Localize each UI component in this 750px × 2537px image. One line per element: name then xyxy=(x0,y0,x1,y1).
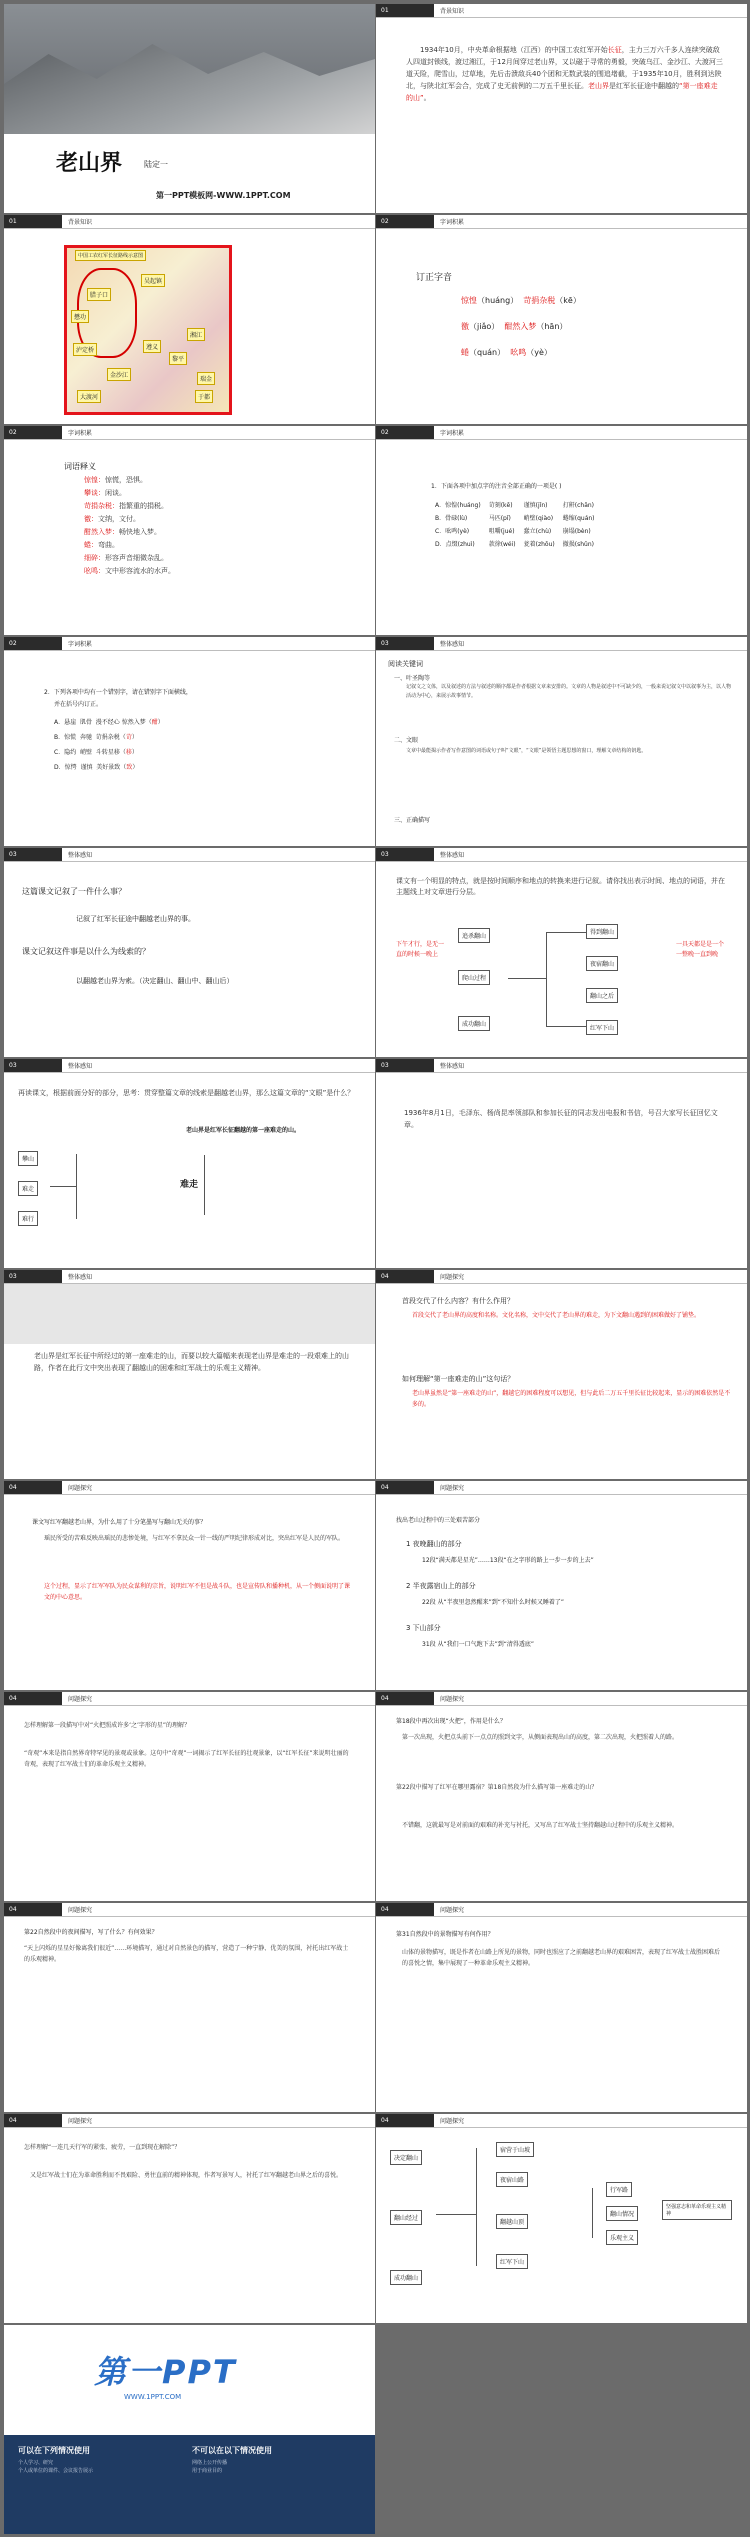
slide-inquiry-4: 04 问题探究 怎样理解第一段描写中对“火把照成许多‘之’字形的星”的理解？ “奇观”本来是指自然界奇特罕见的景观或景象。这句中“奇观”一词揭示了红军长征的壮观景象，以“红军长征”来说明壮丽的奇观，表现了红军战士们的革命乐观主义精神。 xyxy=(4,1692,375,1901)
slide-quiz-1: 02 字词积累 1．下面各项中加点字的注音全部正确的一项是( ) A．惊惶(huáng) 苛刻(kē) 谨慎(jǐn) 打鼾(chān) B．骨碌(lù) 马匹(pǐ) 峭壁(qiào) 蜷缩(quán) C．吆鸣(yè) 咀嚼(jué) 蠢立(chù) 崩塌(bèn) D．点缀(zhuì) 款徐(wéi) 瓮着(zhōu) 撤损(shǔn) xyxy=(376,426,747,635)
slide-writing-bg: 03 整体感知 1936年8月1日，毛泽东、杨尚昆率领部队和参加长征的同志发出电报和书信，号召大家写长征回忆文章。 xyxy=(376,1059,747,1268)
section-tab: 01 xyxy=(376,4,434,17)
slide-footer: 第一PPT WWW.1PPT.COM 可以在下列情况使用 不可以在以下情况使用 个人学习、研究 个人或单位的课件、会议报告展示 网络上公开传播 用于商业目的 xyxy=(4,2325,375,2534)
slide-summary-diagram: 04 问题探究 决定翻山 翻山经过 成功翻山 宿营于山坡 夜宿山路 翻越山顶 红军下山 行军路 翻山情况 乐观主义 坚强意志和革命乐观主义精神 xyxy=(376,2114,747,2323)
slide-title: 订正字音 xyxy=(416,273,453,283)
cover-link[interactable]: 第一PPT模板网-WWW.1PPT.COM xyxy=(156,191,291,200)
slide-pronunciation: 02 字词积累 订正字音 惊惶（huáng） 苛捐杂税（kē） 徼（jiǎo） 酣然入梦（hān） 蜷（quán） 吆鸣（yè） xyxy=(376,215,747,424)
slide-overview-2: 03 整体感知 课文有一个明显的特点，就是按时间顺序和地点的转换来进行记叙。请你找出表示时间、地点的词语，并在主题线上对文章进行分层。 下午才行，是无一直的时候一晚上 一具天都是是一个一整晚一直到晚 追杀翻山 爬山过程 成功翻山 得到翻山 夜宿翻山 翻山之后 红军下山 xyxy=(376,848,747,1057)
long-march-map: 中国工农红军长征路线示意图 吴起镇 腊子口 懋功 泸定桥 金沙江 遵义 黎平 湘江 瑞金 于都 大渡河 xyxy=(64,245,232,415)
slide-overview-3: 03 整体感知 再读课文，根据前面分好的部分，思考：贯穿整篇文章的线索是翻越老山界，那么这篇文章的“文眼”是什么？ 老山界是红军长征翻越的第一座难走的山。 攀山 难走 难行 难走 xyxy=(4,1059,375,1268)
slide-inquiry-5: 04 问题探究 第18段中再次出现“火把”，作用是什么？ 第一次出现，火把点头前下一点点的照到文字，从侧面表现出山的高度，第二次出现，火把照着人的路。 第22段中描写了红军在哪里露宿？第18自然段为什么描写第一座难走的山？ 不错翻，这就最写是对前面的艰难的补充与衬托，又写出了红军战士坚持翻越山过程中的乐观主义精神。 xyxy=(376,1692,747,1901)
slide-heading: 背景知识 xyxy=(440,8,465,15)
slide-cover xyxy=(4,4,375,213)
slide-inquiry-7: 04 问题探究 第31自然段中的景物描写有何作用？ 山体的景物描写，既是作者在山路上所见的景物，同时也照应了之前翻越老山界的艰难困苦，表现了红军战士战胜困难后的喜悦之情，集中展现了一种革命乐观主义精神。 xyxy=(376,1903,747,2112)
background-text: 1934年10月，中央革命根据地（江西）的中国工农红军开始长征，主力三万六千多人连续突破敌人四道封锁线，渡过湘江，于12月间穿过老山界，又以磁于寻常的勇毅，突破乌江、金沙江、大渡河三道天险，爬雪山，过草地，先后击溃敌兵40个团和无数武装的围追堵截，于1935年10月，胜利到达陕北，与陕北红军会合，完成了史无前例的二万五千里长征。老山界是红军长征途中翻越的“第一座难走的山”。 xyxy=(406,46,723,102)
slide-vocab: 02 字词积累 词语释义 惊惶：惊慌，恐惧。 攀谈：闲谈。 苛捐杂税：指繁重的捐税。 徼：文纳，文付。 酣然入梦：畅快地入梦。 蜷：弯曲。 细碎：形容声音细微杂乱。 吆鸣：文中形容流水的水声。 xyxy=(4,426,375,635)
cover-author: 陆定一 xyxy=(144,160,168,169)
cover-title: 老山界 xyxy=(56,150,123,176)
slide-inquiry-3: 04 问题探究 找出老山过程中的三处艰苦部分 1 夜晚翻山的部分 12段“满天都是星光”……13段“在之字形的路上一步一步的上去” 2 半夜露宿山上的部分 22段 从“半夜里忽然醒来”到“不知什么时候又睡着了” 3 下山部分 31段 从“我们一口气跑下去”到“清得透底” xyxy=(376,1481,747,1690)
slide-inquiry-1: 04 问题探究 首段交代了什么内容？有什么作用？ 首段交代了老山界的高度和名称。文化名称，文中交代了老山界的难走，为下文翻山遇到的困难做好了铺垫。 如何理解“第一座难走的山”这句话？ 老山界虽然是“第一座难走的山”，翻越它的困难程度可以想见，但与此后二万五千里长征比较起来，显示的困难依然是不多的。 xyxy=(376,1270,747,1479)
slide-theme: 03 整体感知 老山界是红军长征中所经过的第一座难走的山，而要以较大篇幅来表现老山界是难走的一段艰难上的山路，作者在此行文中突出表现了翻越山的困难和红军战士的乐观主义精神。 xyxy=(4,1270,375,1479)
slide-quiz-2: 02 字词积累 2．下列各项中均有一个错别字，请在错别字下面横线， 并在括号内订正。 A．悬崖 肌骨 漫不经心 惊然入梦（酣） B．惊慌 奔驰 苛捐杂税（苛） C．隐约 峭壁 斗转星移（移） D．惊愕 谨慎 美好景致（致） xyxy=(4,637,375,846)
vocab-list: 惊惶：惊慌，恐惧。 攀谈：闲谈。 苛捐杂税：指繁重的捐税。 徼：文纳，文付。 酣然入梦：畅快地入梦。 蜷：弯曲。 细碎：形容声音细微杂乱。 吆鸣：文中形容流水的水声。 xyxy=(84,476,175,575)
quiz-table: A．惊惶(huáng) 苛刻(kē) 谨慎(jǐn) 打鼾(chān) B．骨碌(lù) 马匹(pǐ) 峭壁(qiào) 蜷缩(quán) C．吆鸣(yè) 咀嚼(jué) 蠢立(chù) 崩塌(bèn) D．点缀(zhuì) 款徐(wéi) 瓮着(zhōu) 撤损(shǔn) xyxy=(435,502,595,548)
ppt-logo: 第一PPT xyxy=(94,2353,237,2391)
slide-overview-1: 03 整体感知 这篇课文记叙了一件什么事？ 记叙了红军长征途中翻越老山界的事。 课文记叙这件事是以什么为线索的？ 以翻越老山界为索。（决定翻山、翻山中、翻山后） xyxy=(4,848,375,1057)
slide-inquiry-2: 04 问题探究 课文写红军翻越老山界，为什么用了十分笔墨写与翻山无关的事？ 瑶民所受的苦难反映出瑶民的悲惨处境，与红军不拿民众一针一线的严明纪律形成对比，突出红军是人民的军队。 这个过程，显示了红军军队为民众谋利的宗旨，说明红军不但是战斗队，也是宣传队和播种机，从一个侧面说明了课文的中心意思。 xyxy=(4,1481,375,1690)
slide-background xyxy=(376,4,747,213)
slide-keywords: 03 整体感知 阅读关键词 一、叶圣陶等 记叙文之文体，以及叙述的方法与叙述的顺序都是作者根据文章来安排的。文章的人物是叙述中不可缺少的，一般来说记叙文中以叙事为主，以人物活动为中心，来展示故事情节。 二、文眼 文章中最能揭示作者写作意图的词语或句子叫“文眼”，“文眼”是领悟主题思想的窗口，理解文章结构的钥匙。 三、正确描写 xyxy=(376,637,747,846)
slide-inquiry-8: 04 问题探究 怎样理解“一连几天行军的紧张、疲劳，一直到现在解除”？ 又是红军战士们在为革命胜利而不畏艰险、勇往直前的精神体现，作者写景写人，衬托了红军翻越老山界之后的喜悦。 xyxy=(4,2114,375,2323)
slide-inquiry-6: 04 问题探究 第22自然段中的夜间描写，写了什么？有何效果？ “天上闪烁的星星好像离我们很近”……环境描写，通过对自然景色的描写，营造了一种宁静、优美的氛围，衬托出红军战士的乐观精神。 xyxy=(4,1903,375,2112)
slide-map: 01 背景知识 中国工农红军长征路线示意图 吴起镇 腊子口 懋功 泸定桥 金沙江 遵义 黎平 湘江 瑞金 于都 大渡河 xyxy=(4,215,375,424)
